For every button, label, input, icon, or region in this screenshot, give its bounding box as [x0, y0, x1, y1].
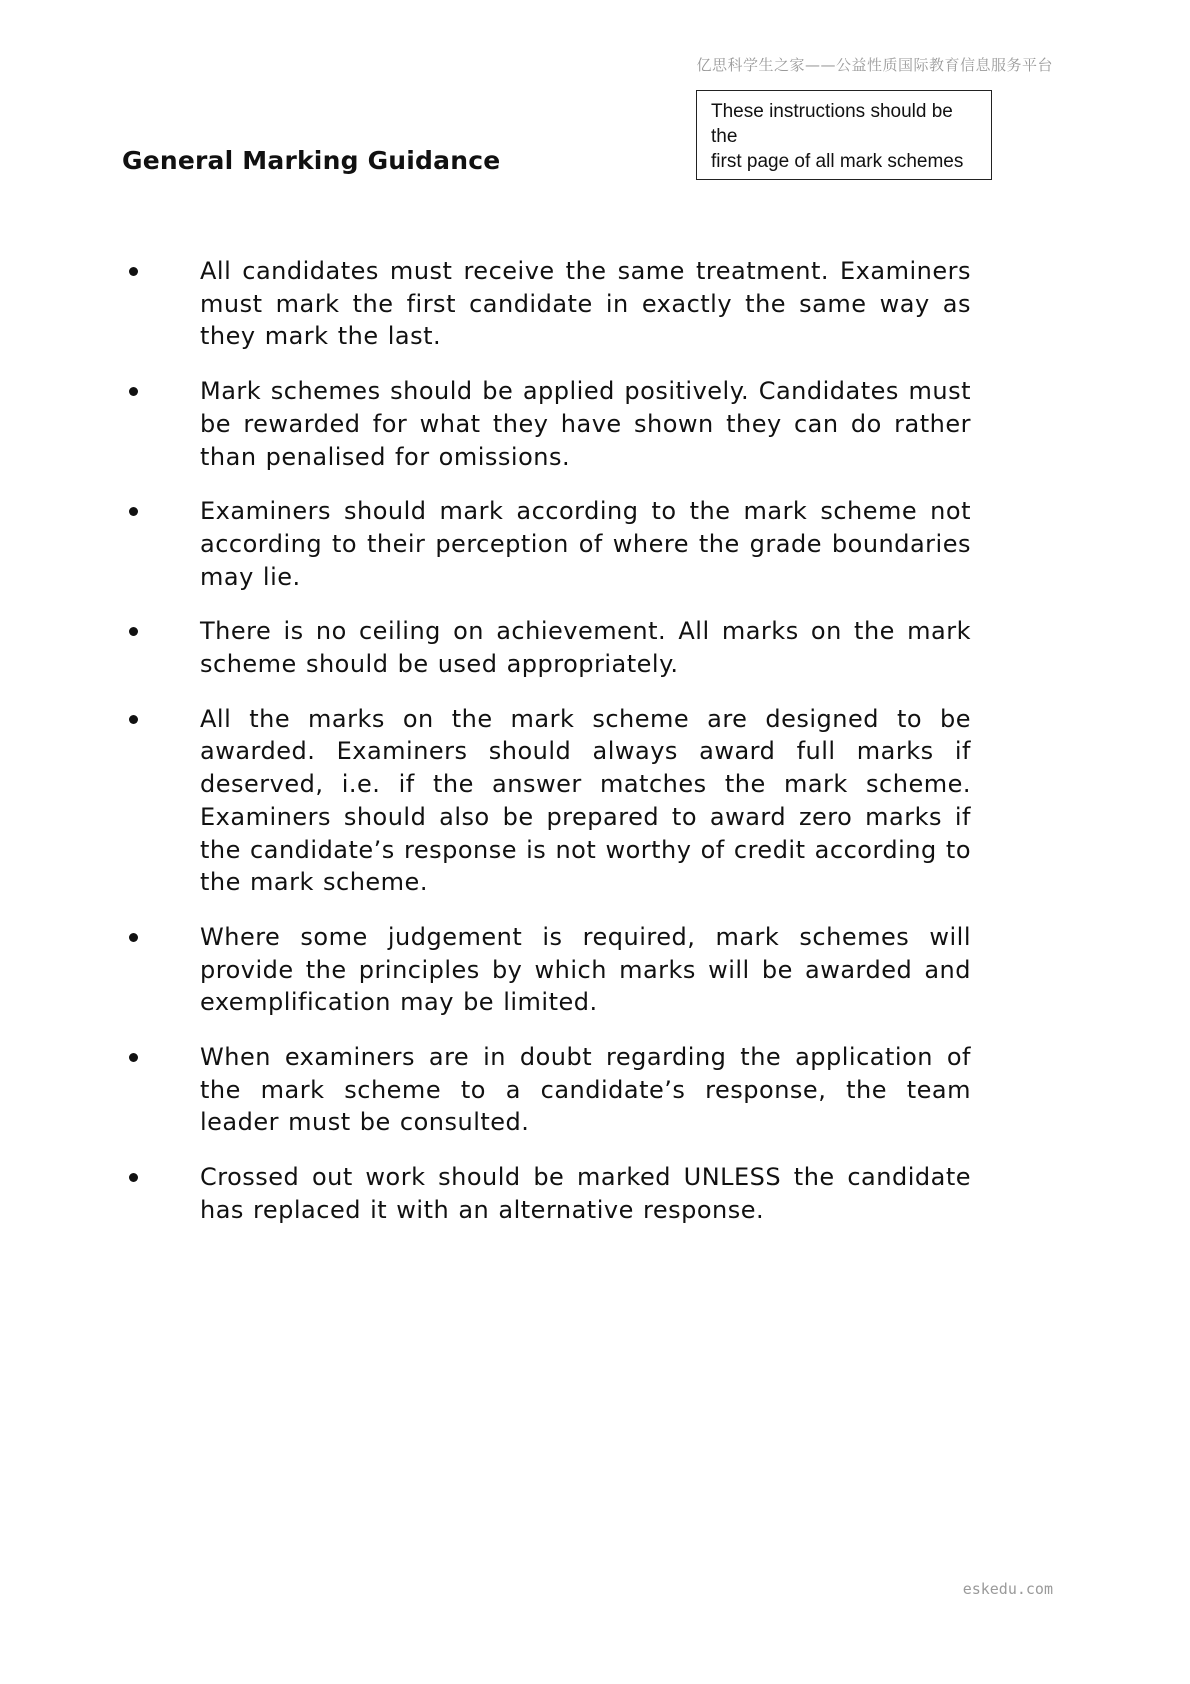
guidance-item — [0, 921, 1190, 1019]
bullet-icon — [129, 627, 138, 636]
instruction-note-box — [696, 90, 992, 180]
guidance-text: Examiners should mark according to the mark scheme not according to their perception of where the grade boundaries may lie. — [200, 497, 971, 591]
bullet-icon — [129, 1053, 138, 1062]
guidance-item — [0, 375, 1190, 473]
guidance-item — [0, 615, 1190, 680]
footer-watermark: eskedu.com — [962, 1580, 1053, 1598]
guidance-item — [0, 1161, 1190, 1226]
guidance-list — [0, 255, 1190, 1249]
bullet-icon — [129, 715, 138, 724]
bullet-icon — [129, 933, 138, 942]
guidance-item — [0, 255, 1190, 353]
bullet-icon — [129, 267, 138, 276]
bullet-icon — [129, 1173, 138, 1182]
page-title: General Marking Guidance — [122, 146, 501, 175]
note-line-1: These instructions should be the — [711, 101, 953, 147]
guidance-text: When examiners are in doubt regarding the application of the mark scheme to a candidate’s response, the team leader must be consulted. — [200, 1043, 971, 1137]
guidance-text: Mark schemes should be applied positively. Candidates must be rewarded for what they have shown they can do rather than penalised for omissions. — [200, 377, 971, 471]
guidance-text: Crossed out work should be marked UNLESS the candidate has replaced it with an alternative response. — [200, 1163, 971, 1224]
guidance-text: All the marks on the mark scheme are designed to be awarded. Examiners should always award full marks if deserved, i.e. if the answer matches the mark scheme. Examiners should also be prepared to award zero marks if the candidate’s response is not worthy of credit according to the mark scheme. — [200, 704, 971, 897]
guidance-text: Where some judgement is required, mark schemes will provide the principles by which marks will be awarded and exemplification may be limited. — [200, 922, 971, 1017]
note-line-2: first page of all mark schemes — [711, 151, 964, 172]
guidance-text: All candidates must receive the same treatment. Examiners must mark the first candidate in exactly the same way as they mark the last. — [200, 257, 971, 351]
header-watermark: 亿思科学生之家——公益性质国际教育信息服务平台 — [696, 56, 1053, 74]
guidance-item — [0, 495, 1190, 593]
bullet-icon — [129, 387, 138, 396]
bullet-icon — [129, 507, 138, 516]
guidance-item — [0, 1041, 1190, 1139]
guidance-item — [0, 703, 1190, 899]
guidance-text: There is no ceiling on achievement. All marks on the mark scheme should be used appropriately. — [200, 617, 971, 679]
